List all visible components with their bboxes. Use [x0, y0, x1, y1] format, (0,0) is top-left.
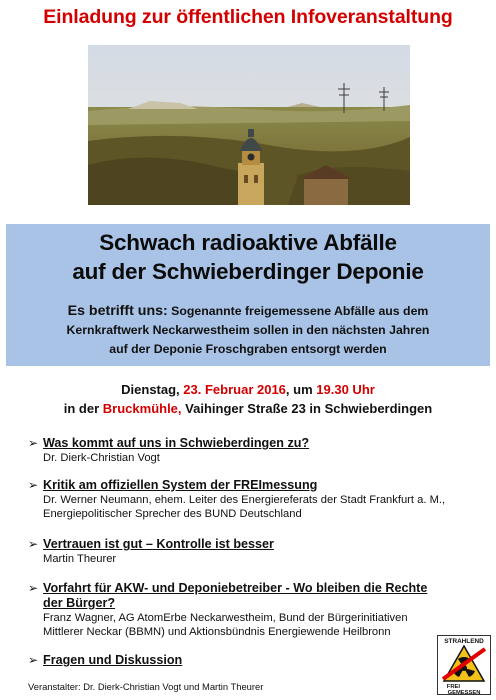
headline-line-2: auf der Schwieberdinger Deponie — [72, 259, 424, 284]
landscape-photo — [88, 45, 410, 205]
event-weekday: Dienstag, — [121, 382, 180, 397]
logo-bottom-line-1: FREI — [446, 684, 460, 690]
agenda-item-title: Vertrauen ist gut – Kontrolle ist besser — [43, 537, 274, 551]
event-address: Vaihinger Straße 23 in Schwieberdingen — [185, 401, 433, 416]
agenda-item-title: Was kommt auf uns in Schwieberdingen zu? — [43, 436, 310, 450]
event-datetime — [0, 382, 496, 397]
headline-line-1: Schwach radioaktive Abfälle — [99, 230, 397, 255]
logo-top-text: STRAHLEND — [444, 638, 484, 645]
event-date: 23. Februar 2016 — [183, 382, 286, 397]
agenda-item — [28, 478, 478, 521]
agenda-item-speaker: Franz Wagner, AG AtomErbe Neckarwestheim, Bund der Bürgerinitiativen — [43, 612, 408, 624]
arrow-icon: ➢ — [28, 653, 39, 667]
agenda-item — [28, 537, 478, 566]
event-invitation-title: Einladung zur öffentlichen Infoveranstaltung — [43, 6, 453, 28]
event-venue: Bruckmühle, — [102, 401, 182, 416]
agenda-item-title-line-2: der Bürger? — [43, 596, 116, 610]
agenda-item-speaker-line-2: Energiepolitischer Sprecher des BUND Deutschland — [43, 508, 302, 520]
agenda-item-speaker: Dr. Dierk-Christian Vogt — [43, 452, 160, 464]
organizer-note: Veranstalter: Dr. Dierk-Christian Vogt und Martin Theurer — [28, 681, 264, 692]
agenda-item-title: Fragen und Diskussion — [43, 653, 183, 667]
description-line-2: Kernkraftwerk Neckarwestheim sollen in den nächsten Jahren — [66, 323, 430, 337]
concern-lead: Es betrifft uns: — [67, 303, 168, 319]
event-location — [0, 401, 496, 416]
strahlend-frei-gemessen-logo — [437, 635, 491, 695]
arrow-icon: ➢ — [28, 537, 39, 551]
topic-description — [6, 302, 490, 359]
agenda-item-title: Vorfahrt für AKW- und Deponiebetreiber - Wo bleiben die Rechte — [43, 581, 428, 595]
topic-banner — [6, 224, 490, 366]
agenda-item — [28, 653, 478, 668]
description-line-1: Sogenannte freigemessene Abfälle aus dem — [167, 304, 429, 318]
agenda-item-speaker: Dr. Werner Neumann, ehem. Leiter des Energiereferats der Stadt Frankfurt a. M., — [43, 494, 446, 506]
arrow-icon: ➢ — [28, 478, 39, 492]
description-line-3: auf der Deponie Froschgraben entsorgt werden — [109, 342, 387, 356]
event-um: , um — [285, 382, 313, 397]
event-time: 19.30 Uhr — [316, 382, 375, 397]
agenda-item — [28, 436, 478, 465]
agenda-item — [28, 581, 478, 639]
agenda-item-speaker-line-2: Mittlerer Neckar (BBMN) und Aktionsbündnis Energiewende Heilbronn — [43, 626, 391, 638]
arrow-icon: ➢ — [28, 436, 39, 450]
logo-bottom-line-2: GEMESSEN — [447, 690, 481, 695]
agenda-item-speaker: Martin Theurer — [43, 553, 117, 565]
event-in-der: in der — [63, 401, 100, 416]
arrow-icon: ➢ — [28, 581, 39, 595]
agenda-item-title: Kritik am offiziellen System der FREImessung — [43, 478, 318, 492]
